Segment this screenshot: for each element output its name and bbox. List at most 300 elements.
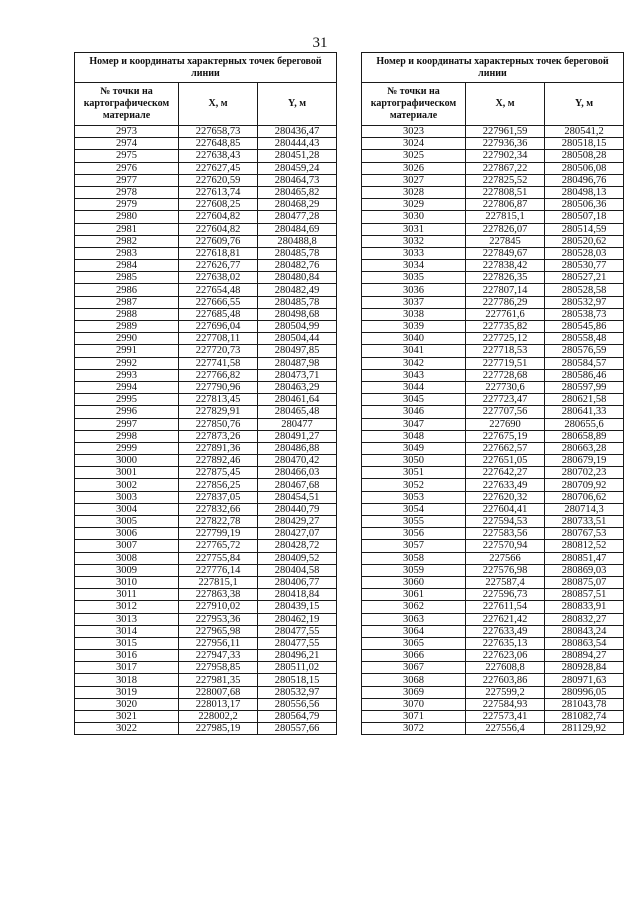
table-row xyxy=(362,625,624,637)
table-row xyxy=(362,430,624,442)
x-coordinate-cell: 227755,84 xyxy=(179,552,258,564)
y-coordinate-cell: 280520,62 xyxy=(545,235,624,247)
table-row xyxy=(75,186,337,198)
y-coordinate-cell: 280584,57 xyxy=(545,357,624,369)
x-coordinate-cell: 227910,02 xyxy=(179,601,258,613)
x-coordinate-cell: 227850,76 xyxy=(179,418,258,430)
point-number-cell: 3028 xyxy=(362,186,466,198)
point-number-cell: 3017 xyxy=(75,662,179,674)
y-coordinate-cell: 280477,55 xyxy=(258,625,337,637)
point-number-cell: 2973 xyxy=(75,126,179,138)
point-number-cell: 2997 xyxy=(75,418,179,430)
y-coordinate-cell: 280486,88 xyxy=(258,442,337,454)
table-row xyxy=(362,138,624,150)
point-number-cell: 3070 xyxy=(362,698,466,710)
x-coordinate-cell: 227808,51 xyxy=(466,186,545,198)
y-coordinate-cell: 280444,43 xyxy=(258,138,337,150)
y-coordinate-cell: 280518,15 xyxy=(545,138,624,150)
x-coordinate-cell: 228013,17 xyxy=(179,698,258,710)
point-number-cell: 3012 xyxy=(75,601,179,613)
x-coordinate-cell: 227849,67 xyxy=(466,247,545,259)
y-coordinate-cell: 280532,97 xyxy=(545,296,624,308)
coordinates-table-right xyxy=(361,52,624,735)
y-coordinate-cell: 280428,72 xyxy=(258,540,337,552)
x-coordinate-cell: 227723,47 xyxy=(466,394,545,406)
y-coordinate-cell: 280480,84 xyxy=(258,272,337,284)
table-body xyxy=(75,126,337,735)
y-coordinate-cell: 280532,97 xyxy=(258,686,337,698)
x-coordinate-cell: 227735,82 xyxy=(466,321,545,333)
point-number-cell: 3044 xyxy=(362,381,466,393)
y-coordinate-cell: 280971,63 xyxy=(545,674,624,686)
table-row xyxy=(362,381,624,393)
x-coordinate-cell: 227806,87 xyxy=(466,199,545,211)
y-coordinate-cell: 280518,15 xyxy=(258,674,337,686)
x-coordinate-cell: 227838,42 xyxy=(466,260,545,272)
table-row xyxy=(362,601,624,613)
x-coordinate-cell: 227576,98 xyxy=(466,564,545,576)
y-coordinate-cell: 280418,84 xyxy=(258,589,337,601)
point-number-cell: 3003 xyxy=(75,491,179,503)
x-coordinate-cell: 227837,05 xyxy=(179,491,258,503)
point-number-cell: 3005 xyxy=(75,516,179,528)
x-coordinate-cell: 227573,41 xyxy=(466,711,545,723)
table-row xyxy=(75,601,337,613)
table-row xyxy=(75,589,337,601)
x-coordinate-cell: 227826,35 xyxy=(466,272,545,284)
table-title: Номер и координаты характерных точек береговой линии xyxy=(362,53,624,83)
x-coordinate-cell: 228002,2 xyxy=(179,711,258,723)
y-coordinate-cell: 280504,44 xyxy=(258,333,337,345)
y-coordinate-cell: 280440,79 xyxy=(258,503,337,515)
point-number-cell: 3007 xyxy=(75,540,179,552)
point-number-cell: 3061 xyxy=(362,589,466,601)
x-coordinate-cell: 227675,19 xyxy=(466,430,545,442)
x-coordinate-cell: 227618,81 xyxy=(179,247,258,259)
y-coordinate-cell: 280477,28 xyxy=(258,211,337,223)
y-coordinate-cell: 280473,71 xyxy=(258,369,337,381)
y-coordinate-cell: 280556,56 xyxy=(258,698,337,710)
point-number-cell: 3006 xyxy=(75,528,179,540)
point-number-cell: 2995 xyxy=(75,394,179,406)
point-number-cell: 3056 xyxy=(362,528,466,540)
table-row xyxy=(362,613,624,625)
table-row xyxy=(75,528,337,540)
x-coordinate-cell: 227621,42 xyxy=(466,613,545,625)
table-row xyxy=(362,321,624,333)
x-coordinate-cell: 227765,72 xyxy=(179,540,258,552)
table-row xyxy=(75,698,337,710)
column-header-point-number: № точки на картографическом материале xyxy=(75,83,179,126)
table-row xyxy=(362,564,624,576)
point-number-cell: 3009 xyxy=(75,564,179,576)
x-coordinate-cell: 227584,93 xyxy=(466,698,545,710)
point-number-cell: 3036 xyxy=(362,284,466,296)
point-number-cell: 3034 xyxy=(362,260,466,272)
x-coordinate-cell: 227790,96 xyxy=(179,381,258,393)
x-coordinate-cell: 227822,78 xyxy=(179,516,258,528)
point-number-cell: 3055 xyxy=(362,516,466,528)
y-coordinate-cell: 280409,52 xyxy=(258,552,337,564)
point-number-cell: 2990 xyxy=(75,333,179,345)
point-number-cell: 3060 xyxy=(362,576,466,588)
x-coordinate-cell: 227799,19 xyxy=(179,528,258,540)
table-title: Номер и координаты характерных точек береговой линии xyxy=(75,53,337,83)
x-coordinate-cell: 227596,73 xyxy=(466,589,545,601)
column-header-x: X, м xyxy=(179,83,258,126)
x-coordinate-cell: 227626,77 xyxy=(179,260,258,272)
y-coordinate-cell: 280465,48 xyxy=(258,406,337,418)
y-coordinate-cell: 280706,62 xyxy=(545,491,624,503)
point-number-cell: 2976 xyxy=(75,162,179,174)
table-row xyxy=(362,540,624,552)
x-coordinate-cell: 227867,22 xyxy=(466,162,545,174)
x-coordinate-cell: 227654,48 xyxy=(179,284,258,296)
x-coordinate-cell: 227651,05 xyxy=(466,455,545,467)
table-row xyxy=(75,321,337,333)
point-number-cell: 3027 xyxy=(362,174,466,186)
y-coordinate-cell: 280527,21 xyxy=(545,272,624,284)
table-row xyxy=(75,662,337,674)
y-coordinate-cell: 281082,74 xyxy=(545,711,624,723)
y-coordinate-cell: 280702,23 xyxy=(545,467,624,479)
point-number-cell: 2999 xyxy=(75,442,179,454)
y-coordinate-cell: 280663,28 xyxy=(545,442,624,454)
x-coordinate-cell: 227825,52 xyxy=(466,174,545,186)
y-coordinate-cell: 280463,29 xyxy=(258,381,337,393)
table-row xyxy=(362,528,624,540)
y-coordinate-cell: 280406,77 xyxy=(258,576,337,588)
table-row xyxy=(362,308,624,320)
y-coordinate-cell: 280812,52 xyxy=(545,540,624,552)
point-number-cell: 2998 xyxy=(75,430,179,442)
y-coordinate-cell: 280488,8 xyxy=(258,235,337,247)
point-number-cell: 3069 xyxy=(362,686,466,698)
point-number-cell: 3032 xyxy=(362,235,466,247)
table-row xyxy=(362,491,624,503)
point-number-cell: 3037 xyxy=(362,296,466,308)
point-number-cell: 2984 xyxy=(75,260,179,272)
x-coordinate-cell: 227832,66 xyxy=(179,503,258,515)
point-number-cell: 3035 xyxy=(362,272,466,284)
point-number-cell: 2982 xyxy=(75,235,179,247)
table-row xyxy=(75,235,337,247)
y-coordinate-cell: 280507,18 xyxy=(545,211,624,223)
table-row xyxy=(75,126,337,138)
x-coordinate-cell: 227761,6 xyxy=(466,308,545,320)
table-row xyxy=(75,284,337,296)
point-number-cell: 2983 xyxy=(75,247,179,259)
table-row xyxy=(75,394,337,406)
point-number-cell: 3015 xyxy=(75,637,179,649)
y-coordinate-cell: 280464,73 xyxy=(258,174,337,186)
x-coordinate-cell: 228007,68 xyxy=(179,686,258,698)
point-number-cell: 2985 xyxy=(75,272,179,284)
point-number-cell: 3062 xyxy=(362,601,466,613)
table-row xyxy=(75,381,337,393)
point-number-cell: 3063 xyxy=(362,613,466,625)
x-coordinate-cell: 227587,4 xyxy=(466,576,545,588)
point-number-cell: 3033 xyxy=(362,247,466,259)
x-coordinate-cell: 227958,85 xyxy=(179,662,258,674)
x-coordinate-cell: 227708,11 xyxy=(179,333,258,345)
point-number-cell: 3014 xyxy=(75,625,179,637)
point-number-cell: 3045 xyxy=(362,394,466,406)
x-coordinate-cell: 227638,02 xyxy=(179,272,258,284)
x-coordinate-cell: 227873,26 xyxy=(179,430,258,442)
y-coordinate-cell: 280487,98 xyxy=(258,357,337,369)
y-coordinate-cell: 280530,77 xyxy=(545,260,624,272)
point-number-cell: 3022 xyxy=(75,723,179,735)
x-coordinate-cell: 227936,36 xyxy=(466,138,545,150)
y-coordinate-cell: 280436,47 xyxy=(258,126,337,138)
point-number-cell: 3065 xyxy=(362,637,466,649)
x-coordinate-cell: 227583,56 xyxy=(466,528,545,540)
coordinates-table-left xyxy=(74,52,337,735)
point-number-cell: 3057 xyxy=(362,540,466,552)
y-coordinate-cell: 280468,29 xyxy=(258,199,337,211)
point-number-cell: 3071 xyxy=(362,711,466,723)
table-row xyxy=(75,223,337,235)
table-row xyxy=(362,247,624,259)
table-row xyxy=(75,211,337,223)
x-coordinate-cell: 227956,11 xyxy=(179,637,258,649)
x-coordinate-cell: 227609,76 xyxy=(179,235,258,247)
x-coordinate-cell: 227608,8 xyxy=(466,662,545,674)
point-number-cell: 2992 xyxy=(75,357,179,369)
table-row xyxy=(75,260,337,272)
table-row xyxy=(75,333,337,345)
point-number-cell: 3024 xyxy=(362,138,466,150)
point-number-cell: 2978 xyxy=(75,186,179,198)
y-coordinate-cell: 280857,51 xyxy=(545,589,624,601)
y-coordinate-cell: 280467,68 xyxy=(258,479,337,491)
table-row xyxy=(75,503,337,515)
y-coordinate-cell: 280658,89 xyxy=(545,430,624,442)
x-coordinate-cell: 227863,38 xyxy=(179,589,258,601)
point-number-cell: 3040 xyxy=(362,333,466,345)
table-row xyxy=(362,637,624,649)
x-coordinate-cell: 227635,13 xyxy=(466,637,545,649)
y-coordinate-cell: 280875,07 xyxy=(545,576,624,588)
point-number-cell: 3008 xyxy=(75,552,179,564)
x-coordinate-cell: 227642,27 xyxy=(466,467,545,479)
y-coordinate-cell: 280496,21 xyxy=(258,650,337,662)
x-coordinate-cell: 227813,45 xyxy=(179,394,258,406)
table-row xyxy=(362,442,624,454)
x-coordinate-cell: 227603,86 xyxy=(466,674,545,686)
table-row xyxy=(75,613,337,625)
table-row xyxy=(362,272,624,284)
table-row xyxy=(362,260,624,272)
y-coordinate-cell: 280477 xyxy=(258,418,337,430)
table-row xyxy=(75,576,337,588)
table-row xyxy=(362,650,624,662)
table-row xyxy=(75,308,337,320)
point-number-cell: 3049 xyxy=(362,442,466,454)
y-coordinate-cell: 280843,24 xyxy=(545,625,624,637)
y-coordinate-cell: 280851,47 xyxy=(545,552,624,564)
y-coordinate-cell: 280504,99 xyxy=(258,321,337,333)
table-row xyxy=(75,199,337,211)
point-number-cell: 3038 xyxy=(362,308,466,320)
point-number-cell: 3051 xyxy=(362,467,466,479)
x-coordinate-cell: 227815,1 xyxy=(466,211,545,223)
x-coordinate-cell: 227620,59 xyxy=(179,174,258,186)
column-header-y: Y, м xyxy=(258,83,337,126)
point-number-cell: 2975 xyxy=(75,150,179,162)
y-coordinate-cell: 280439,15 xyxy=(258,601,337,613)
y-coordinate-cell: 280498,13 xyxy=(545,186,624,198)
point-number-cell: 3030 xyxy=(362,211,466,223)
table-row xyxy=(75,174,337,186)
table-row xyxy=(362,479,624,491)
y-coordinate-cell: 280470,42 xyxy=(258,455,337,467)
point-number-cell: 2977 xyxy=(75,174,179,186)
y-coordinate-cell: 280498,68 xyxy=(258,308,337,320)
x-coordinate-cell: 227604,82 xyxy=(179,211,258,223)
point-number-cell: 2994 xyxy=(75,381,179,393)
table-row xyxy=(75,138,337,150)
x-coordinate-cell: 227981,35 xyxy=(179,674,258,686)
table-row xyxy=(362,723,624,735)
table-row xyxy=(362,516,624,528)
table-row xyxy=(75,637,337,649)
point-number-cell: 3026 xyxy=(362,162,466,174)
point-number-cell: 3001 xyxy=(75,467,179,479)
table-row xyxy=(75,540,337,552)
x-coordinate-cell: 227633,49 xyxy=(466,479,545,491)
table-row xyxy=(75,442,337,454)
point-number-cell: 3046 xyxy=(362,406,466,418)
y-coordinate-cell: 280863,54 xyxy=(545,637,624,649)
y-coordinate-cell: 280528,58 xyxy=(545,284,624,296)
table-row xyxy=(75,516,337,528)
point-number-cell: 2981 xyxy=(75,223,179,235)
x-coordinate-cell: 227720,73 xyxy=(179,345,258,357)
x-coordinate-cell: 227718,53 xyxy=(466,345,545,357)
point-number-cell: 3066 xyxy=(362,650,466,662)
x-coordinate-cell: 227696,04 xyxy=(179,321,258,333)
x-coordinate-cell: 227856,25 xyxy=(179,479,258,491)
table-row xyxy=(362,576,624,588)
table-row xyxy=(362,503,624,515)
x-coordinate-cell: 227604,41 xyxy=(466,503,545,515)
y-coordinate-cell: 280767,53 xyxy=(545,528,624,540)
y-coordinate-cell: 280655,6 xyxy=(545,418,624,430)
point-number-cell: 3058 xyxy=(362,552,466,564)
table-row xyxy=(362,369,624,381)
y-coordinate-cell: 280506,08 xyxy=(545,162,624,174)
table-row xyxy=(362,357,624,369)
x-coordinate-cell: 227566 xyxy=(466,552,545,564)
table-row xyxy=(362,455,624,467)
y-coordinate-cell: 281129,92 xyxy=(545,723,624,735)
y-coordinate-cell: 280497,85 xyxy=(258,345,337,357)
table-row xyxy=(362,394,624,406)
y-coordinate-cell: 280541,2 xyxy=(545,126,624,138)
table-row xyxy=(362,333,624,345)
x-coordinate-cell: 227666,55 xyxy=(179,296,258,308)
y-coordinate-cell: 280869,03 xyxy=(545,564,624,576)
point-number-cell: 2987 xyxy=(75,296,179,308)
point-number-cell: 3002 xyxy=(75,479,179,491)
y-coordinate-cell: 281043,78 xyxy=(545,698,624,710)
y-coordinate-cell: 280461,64 xyxy=(258,394,337,406)
point-number-cell: 3021 xyxy=(75,711,179,723)
x-coordinate-cell: 227953,36 xyxy=(179,613,258,625)
x-coordinate-cell: 227633,49 xyxy=(466,625,545,637)
y-coordinate-cell: 280538,73 xyxy=(545,308,624,320)
y-coordinate-cell: 280576,59 xyxy=(545,345,624,357)
x-coordinate-cell: 227875,45 xyxy=(179,467,258,479)
y-coordinate-cell: 280733,51 xyxy=(545,516,624,528)
table-row xyxy=(362,552,624,564)
point-number-cell: 3054 xyxy=(362,503,466,515)
table-row xyxy=(75,162,337,174)
table-row xyxy=(362,711,624,723)
table-row xyxy=(362,211,624,223)
x-coordinate-cell: 227719,51 xyxy=(466,357,545,369)
table-row xyxy=(362,296,624,308)
y-coordinate-cell: 280545,86 xyxy=(545,321,624,333)
y-coordinate-cell: 280454,51 xyxy=(258,491,337,503)
y-coordinate-cell: 280714,3 xyxy=(545,503,624,515)
x-coordinate-cell: 227728,68 xyxy=(466,369,545,381)
x-coordinate-cell: 227707,56 xyxy=(466,406,545,418)
table-row xyxy=(75,723,337,735)
y-coordinate-cell: 280894,27 xyxy=(545,650,624,662)
table-row xyxy=(362,418,624,430)
x-coordinate-cell: 227570,94 xyxy=(466,540,545,552)
y-coordinate-cell: 280641,33 xyxy=(545,406,624,418)
point-number-cell: 2974 xyxy=(75,138,179,150)
x-coordinate-cell: 227623,06 xyxy=(466,650,545,662)
table-row xyxy=(75,296,337,308)
point-number-cell: 2996 xyxy=(75,406,179,418)
point-number-cell: 3025 xyxy=(362,150,466,162)
column-header-point-number: № точки на картографическом материале xyxy=(362,83,466,126)
table-row xyxy=(362,698,624,710)
y-coordinate-cell: 280514,59 xyxy=(545,223,624,235)
point-number-cell: 2989 xyxy=(75,321,179,333)
point-number-cell: 3029 xyxy=(362,199,466,211)
table-row xyxy=(75,491,337,503)
point-number-cell: 3050 xyxy=(362,455,466,467)
x-coordinate-cell: 227556,4 xyxy=(466,723,545,735)
y-coordinate-cell: 280484,69 xyxy=(258,223,337,235)
point-number-cell: 3004 xyxy=(75,503,179,515)
table-row xyxy=(362,223,624,235)
point-number-cell: 2988 xyxy=(75,308,179,320)
point-number-cell: 3041 xyxy=(362,345,466,357)
x-coordinate-cell: 227965,98 xyxy=(179,625,258,637)
point-number-cell: 3064 xyxy=(362,625,466,637)
table-row xyxy=(75,247,337,259)
y-coordinate-cell: 280508,28 xyxy=(545,150,624,162)
table-row xyxy=(75,150,337,162)
page-number: 31 xyxy=(312,35,328,51)
x-coordinate-cell: 227604,82 xyxy=(179,223,258,235)
x-coordinate-cell: 227648,85 xyxy=(179,138,258,150)
y-coordinate-cell: 280482,49 xyxy=(258,284,337,296)
x-coordinate-cell: 227690 xyxy=(466,418,545,430)
table-row xyxy=(75,686,337,698)
x-coordinate-cell: 227594,53 xyxy=(466,516,545,528)
point-number-cell: 3052 xyxy=(362,479,466,491)
table-row xyxy=(75,552,337,564)
y-coordinate-cell: 280621,58 xyxy=(545,394,624,406)
